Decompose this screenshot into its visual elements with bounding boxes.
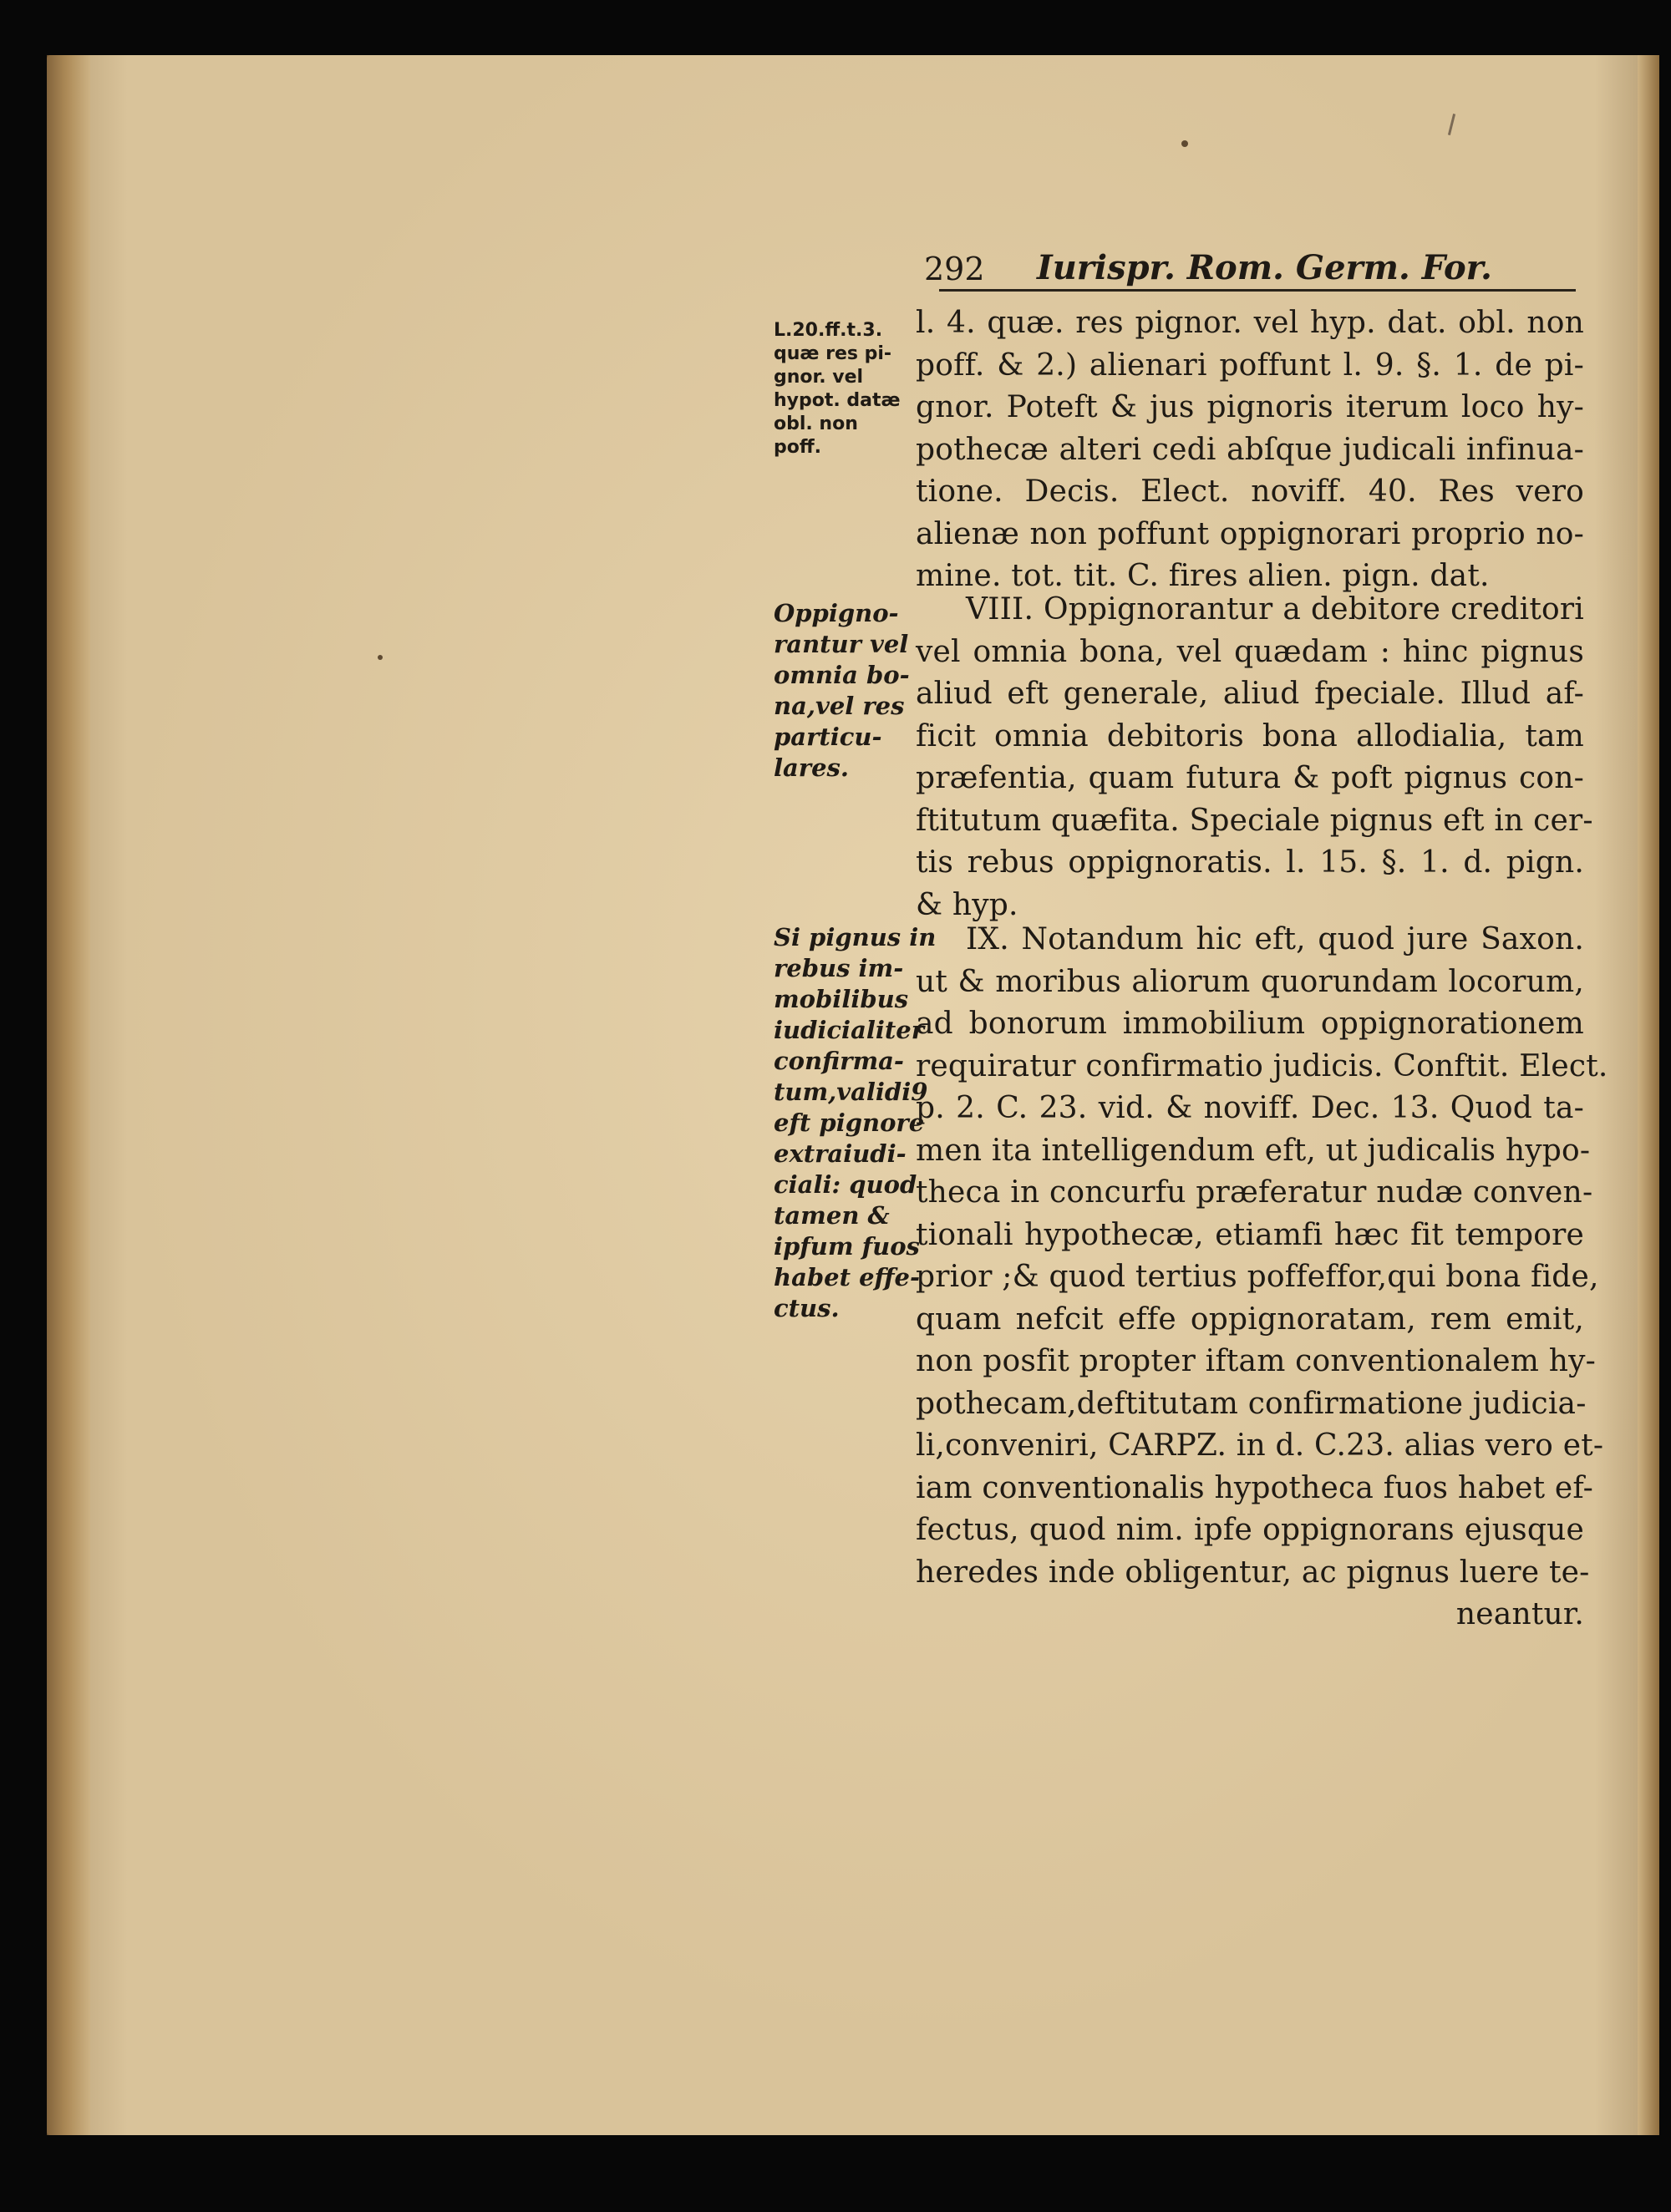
body-line: aliud eft generale, aliud fpeciale. Illud af- [916, 677, 1584, 711]
body-line: non posfit propter iftam conventionalem hy- [916, 1344, 1597, 1378]
body-line: IX. Notandum hic eft, quod jure Saxon. [966, 922, 1584, 956]
body-line: alienæ non poffunt oppignorari proprio no- [916, 516, 1584, 551]
margin-note-line: tum,validi9 [774, 1078, 928, 1106]
body-line: vel omnia bona, vel quædam : hinc pignus [916, 634, 1584, 669]
body-line: requiratur confirmatio judicis. Conftit. Elect. [916, 1048, 1608, 1083]
body-line: tis rebus oppignoratis. l. 15. §. 1. d. pign. [916, 845, 1584, 880]
body-line: tionali hypothecæ, etiamfi hæc fit tempore [916, 1217, 1584, 1252]
body-line: pothecæ alteri cedi abſque judicali infinua- [916, 432, 1584, 467]
margin-note-line: lares. [774, 753, 849, 782]
body-line: præfentia, quam futura & poft pignus con- [916, 761, 1584, 795]
margin-note-line: Si pignus in [774, 923, 937, 951]
paragraph-1 [916, 302, 1584, 598]
body-line: prior ;& quod tertius poffeffor,qui bona fide, [916, 1260, 1599, 1294]
margin-note-line: omnia bo- [774, 661, 910, 689]
body-line: ad bonorum immobilium oppignorationem [916, 1007, 1584, 1041]
paragraph-2 [916, 589, 1593, 926]
body-line: p. 2. C. 23. vid. & noviff. Dec. 13. Quod ta- [916, 1091, 1584, 1125]
body-line: ut & moribus aliorum quorundam locorum, [916, 964, 1584, 999]
margin-note-3 [774, 922, 937, 1324]
margin-note-line: poff. [774, 437, 822, 458]
margin-note-line: extraiudi- [774, 1139, 907, 1168]
margin-note-line: obl. non [774, 413, 858, 434]
body-line: heredes inde obligentur, ac pignus luere te- [916, 1555, 1590, 1590]
page-number: 292 [924, 251, 985, 287]
body-line: & hyp. [916, 887, 1018, 922]
body-line: mine. tot. tit. C. fires alien. pign. dat. [916, 559, 1490, 593]
margin-note-line: eft pignore [774, 1109, 925, 1137]
body-line: pothecam,deftitutam confirmatione judicia- [916, 1386, 1587, 1421]
body-line: ftitutum quæfita. Speciale pignus eft in cer- [916, 803, 1593, 838]
body-line: men ita intelligendum eft, ut judicalis hypo- [916, 1133, 1591, 1168]
body-line: fectus, quod nim. ipfe oppignorans ejusque [916, 1513, 1584, 1547]
body-line: neantur. [1455, 1597, 1584, 1631]
body-line: iam conventionalis hypotheca fuos habet ef- [916, 1470, 1594, 1505]
body-line: l. 4. quæ. res pignor. vel hyp. dat. obl. non [916, 306, 1584, 340]
running-header [924, 241, 1576, 287]
margin-note-line: hypot. datæ [774, 390, 901, 411]
paper-speck [1181, 140, 1188, 147]
margin-note-line: na,vel res [774, 692, 905, 720]
body-line: gnor. Poteft & jus pignoris iterum loco hy- [916, 390, 1584, 424]
margin-note-line: iudicialiter [774, 1016, 925, 1044]
margin-note-line: mobilibus [774, 985, 909, 1013]
margin-note-line: rebus im- [774, 954, 904, 982]
margin-note-line: habet effe- [774, 1263, 921, 1291]
margin-note-line: gnor. vel [774, 367, 864, 388]
margin-note-line: confirma- [774, 1047, 904, 1075]
margin-note-line: L.20.ff.t.3. [774, 320, 883, 341]
running-title: Iurispr. Rom. Germ. For. [1037, 248, 1492, 287]
margin-note-1 [774, 319, 914, 459]
margin-note-line: quæ res pi- [774, 343, 892, 364]
margin-note-line: ciali: quod [774, 1170, 917, 1199]
page-fore-edge [1638, 55, 1659, 2135]
margin-note-line: rantur vel [774, 630, 909, 658]
body-line: tione. Decis. Elect. noviff. 40. Res vero [916, 474, 1584, 509]
body-line: ficit omnia debitoris bona allodialia, tam [916, 718, 1584, 753]
margin-note-line: Oppigno- [774, 599, 899, 627]
paragraph-3 [916, 919, 1608, 1636]
margin-note-line: tamen & [774, 1201, 890, 1230]
page-gutter [47, 55, 90, 2135]
body-line: theca in concurfu præferatur nudæ conven- [916, 1175, 1593, 1210]
body-line: poff. & 2.) alienari poffunt l. 9. §. 1. de pi- [916, 348, 1584, 383]
margin-note-line: particu- [774, 723, 882, 751]
paper-speck [378, 655, 383, 660]
margin-note-line: ctus. [774, 1294, 840, 1322]
body-line: quam nefcit effe oppignoratam, rem emit, [916, 1301, 1584, 1337]
body-line: VIII. Oppignorantur a debitore creditori [966, 592, 1584, 627]
header-rule [939, 289, 1576, 292]
margin-note-line: ipfum fuos [774, 1232, 920, 1261]
body-line: li,conveniri, CARPZ. in d. C.23. alias vero et- [916, 1428, 1604, 1463]
margin-note-2 [774, 598, 914, 784]
